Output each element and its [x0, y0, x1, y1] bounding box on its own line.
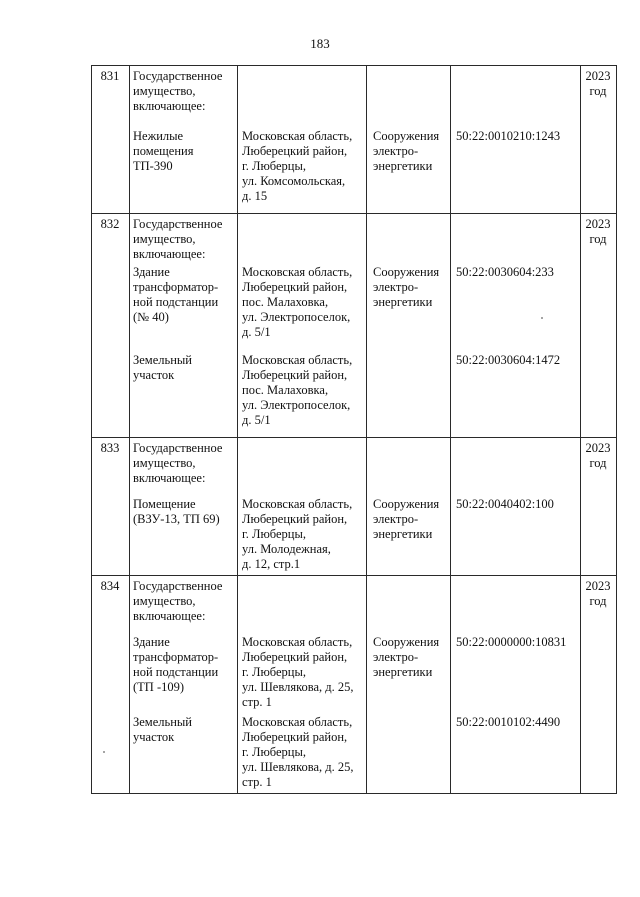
scan-speck: [541, 317, 543, 319]
table-row-rule: [91, 575, 617, 576]
cadastral-number: 50:22:0010210:1243: [456, 129, 561, 143]
object-name: Земельный: [133, 715, 192, 729]
table-column-rule: [616, 65, 617, 794]
year-cell: год: [589, 594, 607, 608]
object-address: д. 5/1: [242, 413, 271, 427]
year-cell: год: [589, 84, 607, 98]
table-row-rule: [91, 213, 617, 214]
table-column-rule: [237, 65, 238, 794]
object-type: электро-: [373, 512, 419, 526]
object-name: Здание: [133, 635, 170, 649]
row-header-text: имущество,: [133, 84, 196, 98]
year-cell: 2023: [585, 69, 611, 83]
table-row-rule: [91, 65, 617, 66]
row-number: 831: [100, 69, 120, 83]
object-type: Сооружения: [373, 497, 440, 511]
object-address: Московская область,: [242, 265, 353, 279]
year-cell: 2023: [585, 441, 611, 455]
row-header-text: Государственное: [133, 441, 223, 455]
object-name: (ВЗУ-13, ТП 69): [133, 512, 220, 526]
table-column-rule: [129, 65, 130, 794]
object-type: электро-: [373, 650, 419, 664]
object-type: энергетики: [373, 527, 433, 541]
table-column-rule: [366, 65, 367, 794]
row-header-text: имущество,: [133, 456, 196, 470]
object-name: Земельный: [133, 353, 192, 367]
object-address: пос. Малаховка,: [242, 295, 329, 309]
row-header-text: имущество,: [133, 232, 196, 246]
object-address: ул. Электропоселок,: [242, 310, 351, 324]
year-cell: 2023: [585, 579, 611, 593]
object-name: (ТП -109): [133, 680, 185, 694]
object-address: ул. Молодежная,: [242, 542, 331, 556]
object-address: г. Люберцы,: [242, 745, 306, 759]
object-address: Московская область,: [242, 497, 353, 511]
object-type: энергетики: [373, 295, 433, 309]
row-header-text: включающее:: [133, 99, 206, 113]
object-name: (№ 40): [133, 310, 169, 324]
property-table: [91, 65, 616, 793]
object-address: пос. Малаховка,: [242, 383, 329, 397]
object-name: ной подстанции: [133, 665, 219, 679]
object-address: г. Люберцы,: [242, 159, 306, 173]
year-cell: год: [589, 456, 607, 470]
object-name: участок: [133, 368, 175, 382]
object-address: Люберецкий район,: [242, 650, 348, 664]
row-header-text: Государственное: [133, 217, 223, 231]
row-header-text: включающее:: [133, 247, 206, 261]
table-column-rule: [580, 65, 581, 794]
object-address: ул. Шевлякова, д. 25,: [242, 680, 354, 694]
object-address: Люберецкий район,: [242, 730, 348, 744]
object-type: энергетики: [373, 159, 433, 173]
row-header-text: включающее:: [133, 609, 206, 623]
object-name: Помещение: [133, 497, 196, 511]
object-name: ной подстанции: [133, 295, 219, 309]
object-address: д. 5/1: [242, 325, 271, 339]
page-number: 183: [310, 36, 330, 51]
object-name: участок: [133, 730, 175, 744]
object-address: г. Люберцы,: [242, 527, 306, 541]
object-address: д. 15: [242, 189, 268, 203]
row-number: 833: [100, 441, 120, 455]
object-address: Люберецкий район,: [242, 280, 348, 294]
row-header-text: Государственное: [133, 69, 223, 83]
object-address: стр. 1: [242, 775, 272, 789]
cadastral-number: 50:22:0030604:233: [456, 265, 554, 279]
row-header-text: имущество,: [133, 594, 196, 608]
object-address: Московская область,: [242, 129, 353, 143]
object-address: г. Люберцы,: [242, 665, 306, 679]
table-column-rule: [450, 65, 451, 794]
object-address: Люберецкий район,: [242, 144, 348, 158]
object-type: Сооружения: [373, 129, 440, 143]
table-row-rule: [91, 437, 617, 438]
scan-speck: [103, 751, 105, 753]
row-number: 832: [100, 217, 120, 231]
object-name: Нежилые: [133, 129, 184, 143]
object-address: Московская область,: [242, 715, 353, 729]
cadastral-number: 50:22:0010102:4490: [456, 715, 561, 729]
row-header-text: Государственное: [133, 579, 223, 593]
cadastral-number: 50:22:0040402:100: [456, 497, 554, 511]
object-address: стр. 1: [242, 695, 272, 709]
object-type: Сооружения: [373, 635, 440, 649]
table-row-rule: [91, 793, 617, 794]
object-address: ул. Шевлякова, д. 25,: [242, 760, 354, 774]
year-cell: год: [589, 232, 607, 246]
object-type: электро-: [373, 280, 419, 294]
cadastral-number: 50:22:0000000:10831: [456, 635, 567, 649]
object-address: д. 12, стр.1: [242, 557, 301, 571]
object-address: Люберецкий район,: [242, 512, 348, 526]
object-type: Сооружения: [373, 265, 440, 279]
object-name: трансформатор-: [133, 650, 219, 664]
object-address: ул. Электропоселок,: [242, 398, 351, 412]
object-address: Люберецкий район,: [242, 368, 348, 382]
object-name: трансформатор-: [133, 280, 219, 294]
object-type: электро-: [373, 144, 419, 158]
object-name: ТП-390: [133, 159, 173, 173]
row-number: 834: [100, 579, 120, 593]
table-column-rule: [91, 65, 92, 794]
object-name: помещения: [133, 144, 194, 158]
object-address: ул. Комсомольская,: [242, 174, 346, 188]
object-address: Московская область,: [242, 635, 353, 649]
cadastral-number: 50:22:0030604:1472: [456, 353, 561, 367]
object-name: Здание: [133, 265, 170, 279]
row-header-text: включающее:: [133, 471, 206, 485]
year-cell: 2023: [585, 217, 611, 231]
object-type: энергетики: [373, 665, 433, 679]
object-address: Московская область,: [242, 353, 353, 367]
